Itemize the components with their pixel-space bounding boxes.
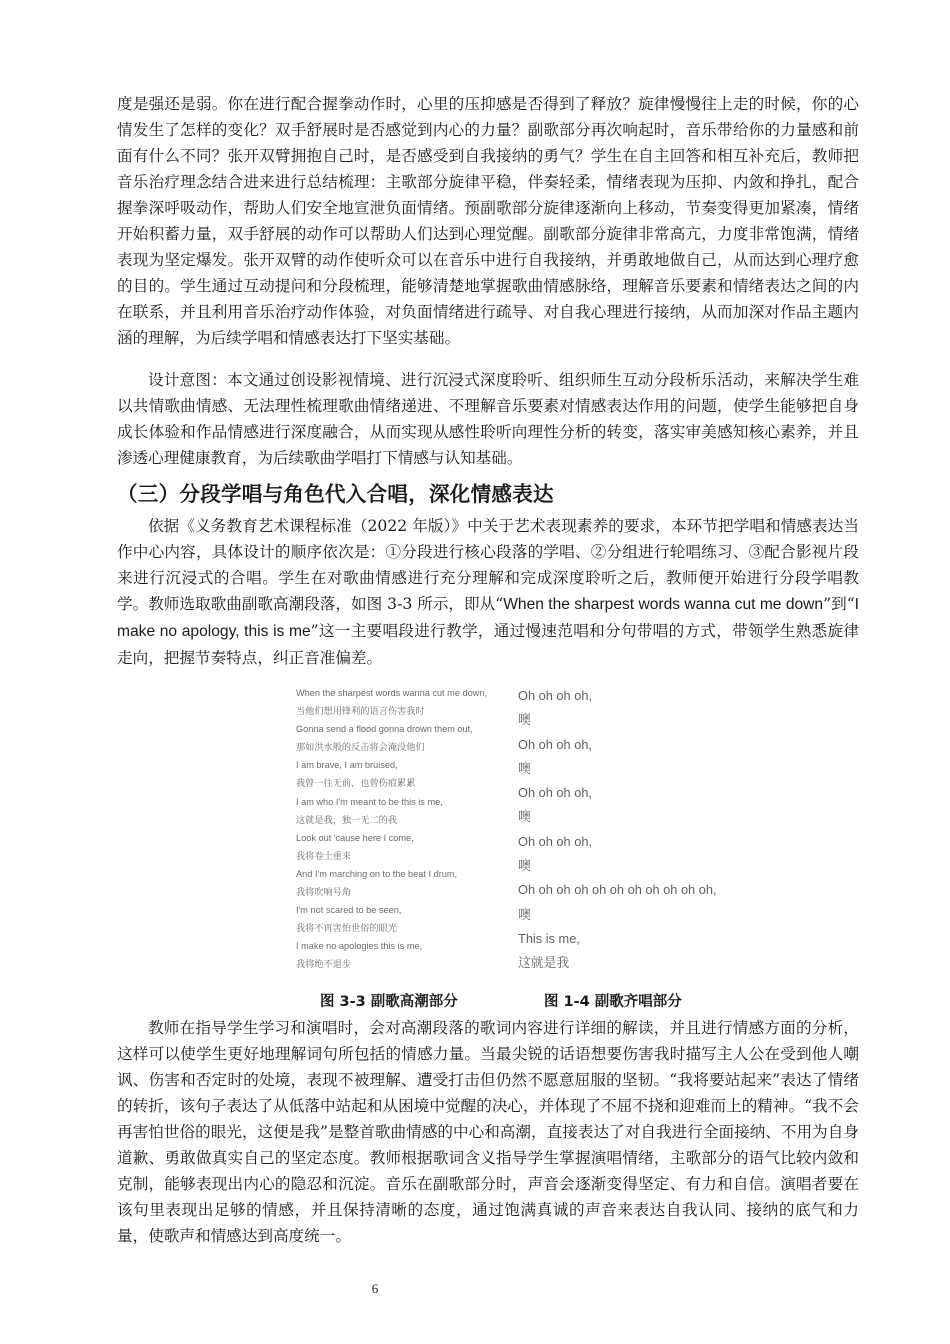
paragraph-text-part: 依据《义务教育艺术课程标准（2022 年版）》中关于艺术表现素养的要求，本环节把学唱和情感表达当作中心内容，具体设计的顺序依次是：①分段进行核心段落的学唱、②分组进行轮唱练习、③配合影视片段来进行沉浸式的合唱。学生在对歌曲情感进行充分理解和完成深度聆听之后，教师便开始进行分段学唱教学。教师选取歌曲副歌高潮段落，如图 3-3 所示，即从“ [117,517,859,613]
lyric-line: Oh oh oh oh, [518,785,592,801]
lyric-line: Oh oh oh oh, [518,736,592,752]
lyric-line: 噢 [518,760,531,776]
lyric-quote-end: I make no apology, this is me [117,596,860,640]
lyric-line: This is me, [518,930,580,946]
lyric-line: 噢 [518,858,531,874]
lyric-line: And I'm marching on to the beat I drum, [296,868,458,879]
lyric-line: I am who I'm meant to be this is me, [296,796,443,807]
lyric-line: 我曾一往无前，也曾伤痕累累 [296,778,416,789]
paragraph-lyric-interpretation: 教师在指导学生学习和演唱时，会对高潮段落的歌词内容进行详细的解读，并且进行情感方面的分析，这样可以使学生更好地理解词句所包括的情感力量。当最尖锐的话语想要伤害我时描写主人公在受到他人嘲讽、伤害和否定时的处境，表现不被理解、遭受打击但仍然不愿意屈服的坚韧。“我将要站起来”表达了情绪的转折，该句子表达了从低落中站起和从困境中觉醒的决心，并体现了不屈不挠和迎难而上的精神。“我不会再害怕世俗的眼光，这便是我”是整首歌曲情感的中心和高潮，直接表达了对自我进行全面接纳、不用为自身道歉、勇敢做真实自己的坚定态度。教师根据歌词含义指导学生掌握演唱情绪，主歌部分的语气比较内敛和克制，能够表现出内心的隐忍和沉淀。音乐在副歌部分时，声音会逐渐变得坚定、有力和自信。演唱者要在该句里表现出足够的情感，并且保持清晰的态度，通过饱满真诚的声音来表达自我认同、接纳的底气和力量，使歌声和情感达到高度统一。 [117,1019,859,1245]
lyrics-figure [290,684,730,978]
lyric-line: Oh oh oh oh oh oh oh oh oh oh oh, [518,882,717,898]
section-heading: （三）分段学唱与角色代入合唱，深化情感表达 [117,482,554,506]
paragraph-text-part: ”这一主要唱段进行教学，通过慢速范唱和分句带唱的方式，带领学生熟悉旋律走向，把握节奏特点，纠正音准偏差。 [117,622,859,667]
paragraph-text-part: ”到“ [823,595,855,613]
lyric-line: Oh oh oh oh, [518,688,592,703]
lyric-line: 我将绝不退步 [296,959,352,970]
lyric-quote-start: When the sharpest words wanna cut me down [503,596,824,613]
page-number: 6 [371,1281,379,1296]
lyric-line: 我将卷土重来 [296,850,352,861]
paragraph-singing-lesson [117,513,859,671]
lyric-line: 我将不再害怕世俗的眼光 [296,923,398,934]
lyric-line: I'm not scared to be seen, [296,905,402,916]
figure-caption-3-3: 图 3-3 副歌高潮部分 [320,994,458,1010]
lyric-line: 噢 [518,809,531,825]
lyric-line: Oh oh oh oh, [518,833,592,849]
lyrics-climax-column [296,684,511,974]
lyric-line: 这就是我，独一无二的我 [296,814,398,825]
lyric-line: 噢 [518,906,531,922]
lyric-line: When the sharpest words wanna cut me down, [296,688,487,698]
figure-caption-1-4: 图 1-4 副歌齐唱部分 [544,994,682,1010]
lyric-line: 那如洪水般的反击将会淹没他们 [296,742,425,753]
paragraph-design-intent: 设计意图：本文通过创设影视情境、进行沉浸式深度聆听、组织师生互动分段析乐活动，来解决学生难以共情歌曲情感、无法理性梳理歌曲情绪递进、不理解音乐要素对情感表达作用的问题，使学生能够把自身成长体验和作品情感进行深度融合，从而实现从感性聆听向理性分析的转变，落实审美感知核心素养，并且渗透心理健康教育，为后续歌曲学唱打下情感与认知基础。 [117,371,859,467]
lyric-line: 噢 [518,712,531,728]
lyric-line: Look out 'cause here I come, [296,832,414,843]
lyric-line: Gonna send a flood gonna drown them out, [296,724,473,735]
lyric-line: I make no apologies this is me, [296,941,423,952]
lyric-line: 这就是我 [518,955,570,971]
lyrics-chorus-column [518,684,733,976]
lyric-line: 我将吹响号角 [296,887,352,898]
paragraph-analysis: 度是强还是弱。你在进行配合握拳动作时，心里的压抑感是否得到了释放？旋律慢慢往上走的时候，你的心情发生了怎样的变化？双手舒展时是否感觉到内心的力量？副歌部分再次响起时，音乐带给你的力量感和前面有什么不同？张开双臂拥抱自己时，是否感受到自我接纳的勇气？学生在自主回答和相互补充后，教师把音乐治疗理念结合进来进行总结梳理：主歌部分旋律平稳，伴奏轻柔，情绪表现为压抑、内敛和挣扎，配合握拳深呼吸动作，帮助人们安全地宣泄负面情绪。预副歌部分旋律逐渐向上移动，节奏变得更加紧凑，情绪开始积蓄力量，双手舒展的动作可以帮助人们达到心理觉醒。副歌部分旋律非常高亢，力度非常饱满，情绪表现为坚定爆发。张开双臂的动作使听众可以在音乐中进行自我接纳，并勇敢地做自己，从而达到心理疗愈的目的。学生通过互动提问和分段梳理，能够清楚地掌握歌曲情感脉络，理解音乐要素和情绪表达之间的内在联系，并且利用音乐治疗动作体验，对负面情绪进行疏导、对自我心理进行接纳，从而加深对作品主题内涵的理解，为后续学唱和情感表达打下坚实基础。 [117,95,859,347]
lyric-line: I am brave, I am bruised, [296,760,398,771]
lyric-line: 当他们想用锋利的语言伤害我时 [296,706,425,717]
